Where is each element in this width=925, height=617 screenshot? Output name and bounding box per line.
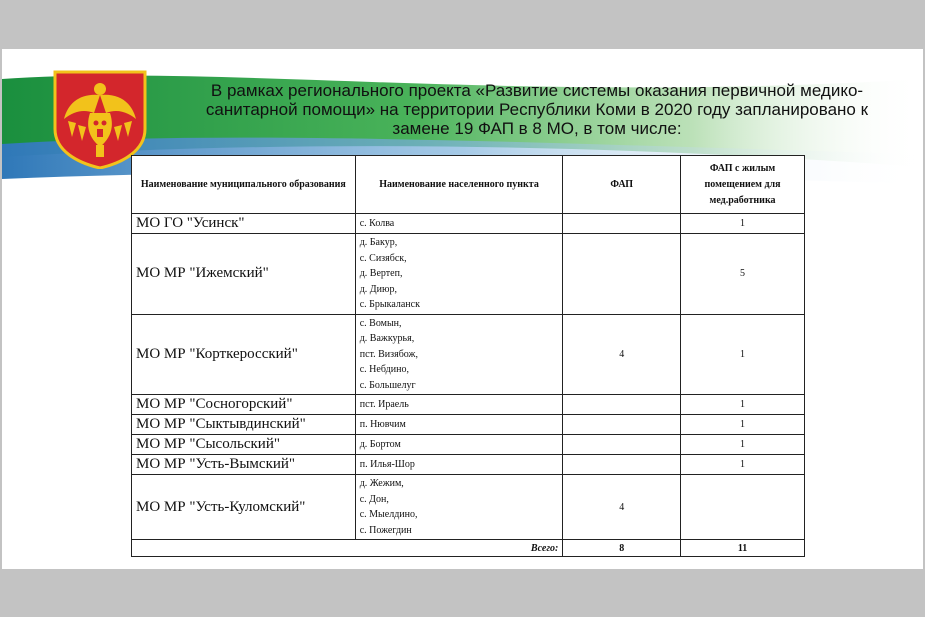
municipality-cell: МО МР "Сосногорский" [132, 395, 356, 415]
header-fap-housing: ФАП с жилым помещением для мед.работника [681, 156, 805, 214]
table-row [132, 314, 805, 395]
municipality-cell: МО МР "Усть-Куломский" [132, 475, 356, 540]
table-header-row [132, 156, 805, 214]
municipality-cell: МО МР "Усть-Вымский" [132, 455, 356, 475]
settlement-name: с. Сизябск, [359, 252, 407, 264]
settlement-name: пст. Ираель [359, 398, 409, 410]
settlement-cell [355, 435, 563, 455]
total-row [132, 540, 805, 557]
settlement-cell [355, 234, 563, 315]
settlement-name: п. Нювчим [359, 418, 406, 430]
settlement-name: с. Брыкаланск [359, 299, 420, 310]
settlement-cell [355, 415, 563, 435]
settlement-name: с. Небдино, [359, 364, 409, 375]
settlement-name: пст. Визябож, [359, 348, 418, 360]
fap-housing-count-cell: 1 [681, 214, 805, 234]
fap-housing-count-cell: 5 [681, 234, 805, 315]
settlement-cell [355, 214, 563, 234]
settlement-name: п. Илья-Шор [359, 458, 415, 470]
slide [2, 49, 923, 569]
fap-count-cell: 4 [563, 314, 681, 395]
table-row [132, 455, 805, 475]
fap-table [131, 155, 805, 557]
municipality-cell: МО МР "Ижемский" [132, 234, 356, 315]
fap-housing-count-cell: 1 [681, 455, 805, 475]
settlement-name: д. Диюр, [359, 283, 397, 295]
settlement-cell [355, 395, 563, 415]
fap-count-cell [563, 435, 681, 455]
komi-coat-of-arms-icon [50, 67, 150, 169]
total-label: Всего: [132, 540, 563, 557]
settlement-name: с. Пожегдин [359, 524, 412, 536]
settlement-cell [355, 455, 563, 475]
fap-housing-count-cell: 1 [681, 415, 805, 435]
fap-count-cell [563, 214, 681, 234]
table-row [132, 234, 805, 315]
total-fap-housing: 11 [681, 540, 805, 557]
fap-housing-count-cell: 1 [681, 395, 805, 415]
settlement-name: с. Мыелдино, [359, 509, 418, 520]
header-settlement: Наименование населенного пункта [355, 156, 563, 214]
table-row [132, 435, 805, 455]
table-row [132, 415, 805, 435]
fap-housing-count-cell: 1 [681, 435, 805, 455]
fap-housing-count-cell [681, 475, 805, 540]
table-row [132, 214, 805, 234]
fap-count-cell [563, 455, 681, 475]
table-body [132, 214, 805, 540]
table-row [132, 395, 805, 415]
municipality-cell: МО МР "Сысольский" [132, 435, 356, 455]
fap-count-cell: 4 [563, 475, 681, 540]
slide-title: В рамках регионального проекта «Развитие системы оказания первичной медико-санитарной помощи» на территории Республики Коми в 2020 году запланировано к замене 19 ФАП в 8 МО, в том числе: [205, 81, 869, 138]
settlement-name: с. Колва [359, 217, 395, 229]
settlement-name: д. Бортом [359, 438, 401, 450]
settlement-name: с. Большелуг [359, 379, 416, 391]
fap-count-cell [563, 415, 681, 435]
fap-count-cell [563, 395, 681, 415]
settlement-name: с. Дон, [359, 493, 389, 505]
settlement-name: д. Важкурья, [359, 333, 415, 344]
fap-count-cell [563, 234, 681, 315]
settlement-name: д. Бакур, [359, 237, 398, 248]
settlement-name: д. Жежим, [359, 478, 404, 489]
settlement-name: с. Вомын, [359, 317, 402, 329]
header-fap: ФАП [563, 156, 681, 214]
header-municipality: Наименование муниципального образования [132, 156, 356, 214]
fap-housing-count-cell: 1 [681, 314, 805, 395]
table-row [132, 475, 805, 540]
settlement-cell [355, 475, 563, 540]
municipality-cell: МО МР "Корткеросский" [132, 314, 356, 395]
settlement-name: д. Вертеп, [359, 268, 403, 279]
municipality-cell: МО ГО "Усинск" [132, 214, 356, 234]
settlement-cell [355, 314, 563, 395]
municipality-cell: МО МР "Сыктывдинский" [132, 415, 356, 435]
total-fap: 8 [563, 540, 681, 557]
